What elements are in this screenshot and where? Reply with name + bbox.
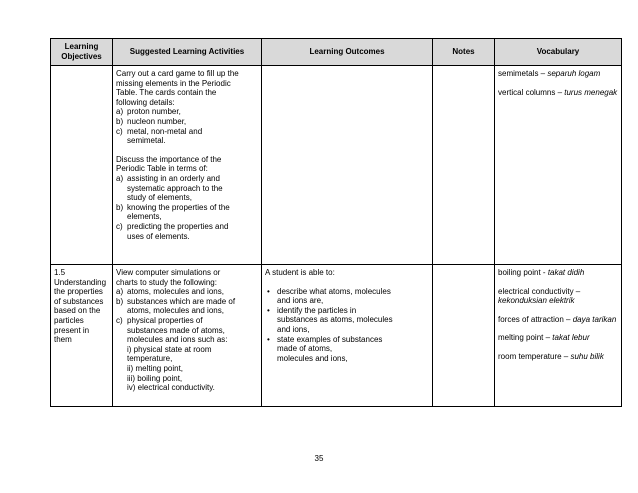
text-line: and ions are,	[277, 296, 324, 306]
table-row	[51, 66, 622, 265]
text-line: proton number,	[127, 107, 181, 117]
list-marker: b)	[116, 116, 124, 126]
text-line: particles	[54, 315, 84, 325]
text-line: substances as atoms, molecules	[277, 315, 393, 325]
page-number: 35	[314, 454, 324, 463]
text-line: charts to study the following:	[116, 277, 217, 287]
text-line: physical properties of	[127, 315, 203, 325]
text-line: present in	[54, 325, 90, 335]
vocabulary-entry	[498, 88, 618, 98]
text-line: nucleon number,	[127, 116, 187, 126]
spacer	[498, 278, 618, 287]
activities-list-2	[116, 174, 258, 241]
vocabulary-entry	[498, 268, 618, 278]
text-line: atoms, molecules and ions,	[127, 287, 224, 297]
list-item	[116, 287, 258, 297]
text-line: knowing the properties of the	[127, 202, 230, 212]
text-line: based on the	[54, 306, 101, 316]
bullet-item	[265, 335, 429, 364]
text-line: Carry out a card game to fill up the	[116, 69, 239, 78]
vocabulary-malay: kekonduksian elektrik	[498, 296, 575, 306]
activities-sublist	[116, 345, 258, 393]
vocabulary-cell	[495, 265, 622, 407]
activities-intro-2	[116, 155, 258, 174]
text-line: iv) electrical conductivity.	[127, 383, 215, 393]
text-line: iii) boiling point,	[127, 373, 183, 383]
text-line: following details:	[116, 97, 175, 107]
text-line: made of atoms,	[277, 344, 333, 354]
list-marker: a)	[116, 173, 124, 183]
header-learning-objectives: Learning Objectives	[51, 39, 113, 66]
bullet-icon: •	[267, 286, 270, 296]
list-item	[116, 107, 258, 117]
text-line: state examples of substances	[277, 334, 383, 344]
text-line: substances which are made of	[127, 296, 236, 306]
list-marker: c)	[116, 315, 123, 325]
text-line: assisting in an orderly and	[127, 173, 220, 183]
spacer	[498, 306, 618, 315]
vocabulary-malay: suhu bilik	[570, 351, 604, 361]
text-line: molecules and ions such as:	[127, 335, 228, 345]
vocabulary-english: forces of attraction –	[498, 314, 573, 324]
text-line: identify the particles in	[277, 305, 357, 315]
text-line: of substances	[54, 296, 104, 306]
list-item	[116, 297, 258, 316]
outcomes-list	[265, 287, 429, 364]
list-item-text	[127, 316, 258, 345]
list-item	[116, 174, 258, 203]
list-item-text	[127, 287, 258, 297]
activities-cell	[113, 66, 262, 265]
vocabulary-english: room temperature –	[498, 351, 571, 361]
list-item-text	[127, 174, 258, 203]
activities-intro	[116, 69, 258, 107]
outcomes-cell	[262, 66, 433, 265]
activities-intro	[116, 268, 258, 287]
header-learning-outcomes: Learning Outcomes	[262, 39, 433, 66]
vocabulary-malay: separuh logam	[547, 69, 601, 78]
list-item-text	[127, 297, 258, 316]
vocabulary-english: electrical conductivity –	[498, 286, 581, 296]
text-line: describe what atoms, molecules	[277, 286, 391, 296]
list-item	[116, 117, 258, 127]
vocabulary-english: boiling point -	[498, 268, 548, 277]
list-marker: c)	[116, 221, 123, 231]
list-item	[116, 316, 258, 345]
text-line: semimetal.	[127, 136, 166, 146]
text-line: systematic approach to the	[127, 183, 223, 193]
spacer	[498, 343, 618, 352]
text-line: predicting the properties and	[127, 221, 229, 231]
syllabus-table	[50, 38, 622, 407]
text-line: and ions,	[277, 324, 310, 334]
bullet-icon: •	[267, 305, 270, 315]
bullet-text	[277, 306, 429, 335]
bullet-text	[277, 335, 429, 364]
text-line: substances made of atoms,	[127, 325, 225, 335]
vocabulary-english: semimetals –	[498, 69, 548, 78]
text-line: study of elements,	[127, 193, 192, 203]
text-line: them	[54, 335, 72, 345]
text-line: missing elements in the Periodic	[116, 78, 231, 88]
vocabulary-malay: takat lebur	[552, 333, 590, 343]
list-item	[116, 127, 258, 146]
vocabulary-cell	[495, 66, 622, 265]
learning-objective-text	[54, 268, 109, 345]
list-marker: c)	[116, 126, 123, 136]
outcomes-intro: A student is able to:	[265, 268, 335, 277]
list-item	[116, 222, 258, 241]
notes-cell	[433, 265, 495, 407]
text-line: the properties	[54, 287, 103, 297]
vocabulary-entry	[498, 333, 618, 343]
text-line: elements,	[127, 212, 162, 222]
objective-cell	[51, 265, 113, 407]
text-line: Table. The cards contain the	[116, 88, 217, 98]
text-line: ii) melting point,	[127, 363, 184, 373]
vocabulary-malay: takat didih	[547, 268, 585, 277]
text-line: i) physical state at room	[127, 344, 212, 354]
bullet-item	[265, 287, 429, 306]
list-marker: b)	[116, 296, 124, 306]
text-line: Discuss the importance of the	[116, 154, 222, 164]
text-line: atoms, molecules and ions,	[127, 306, 224, 316]
text-line: temperature,	[127, 354, 173, 364]
text-line: 1.5	[54, 268, 66, 277]
table-row	[51, 265, 622, 407]
list-item-text	[127, 107, 258, 117]
activities-list	[116, 107, 258, 145]
vocabulary-entry	[498, 352, 618, 362]
list-item-text	[127, 203, 258, 222]
list-marker: b)	[116, 202, 124, 212]
header-suggested-activities: Suggested Learning Activities	[113, 39, 262, 66]
text-line: molecules and ions,	[277, 353, 348, 363]
text-line: metal, non-metal and	[127, 126, 203, 136]
text-line: uses of elements.	[127, 231, 190, 241]
vocabulary-malay: daya tarikan	[572, 314, 617, 324]
list-item	[116, 203, 258, 222]
outcomes-cell	[262, 265, 433, 407]
list-marker: a)	[116, 287, 124, 297]
vocabulary-list	[498, 69, 618, 97]
text-line: View computer simulations or	[116, 268, 221, 277]
vocabulary-entry	[498, 69, 618, 79]
bullet-item	[265, 306, 429, 335]
vocabulary-entry	[498, 287, 618, 306]
header-vocabulary: Vocabulary	[495, 39, 622, 66]
vocabulary-malay: turus menegak	[564, 87, 618, 97]
table-header-row	[51, 39, 622, 66]
vocabulary-entry	[498, 315, 618, 325]
list-item-text	[127, 222, 258, 241]
bullet-text	[277, 287, 429, 306]
vocabulary-english: melting point –	[498, 333, 553, 343]
activities-list	[116, 287, 258, 345]
spacer	[498, 79, 618, 88]
bullet-icon: •	[267, 334, 270, 344]
notes-cell	[433, 66, 495, 265]
text-line: Understanding	[54, 277, 107, 287]
list-marker: a)	[116, 107, 124, 117]
vocabulary-list	[498, 268, 618, 362]
text-line: Periodic Table in terms of:	[116, 164, 208, 174]
list-item-text	[127, 117, 258, 127]
objective-cell	[51, 66, 113, 265]
list-item-text	[127, 127, 258, 146]
header-notes: Notes	[433, 39, 495, 66]
activities-cell	[113, 265, 262, 407]
spacer	[498, 324, 618, 333]
vocabulary-english: vertical columns –	[498, 87, 565, 97]
